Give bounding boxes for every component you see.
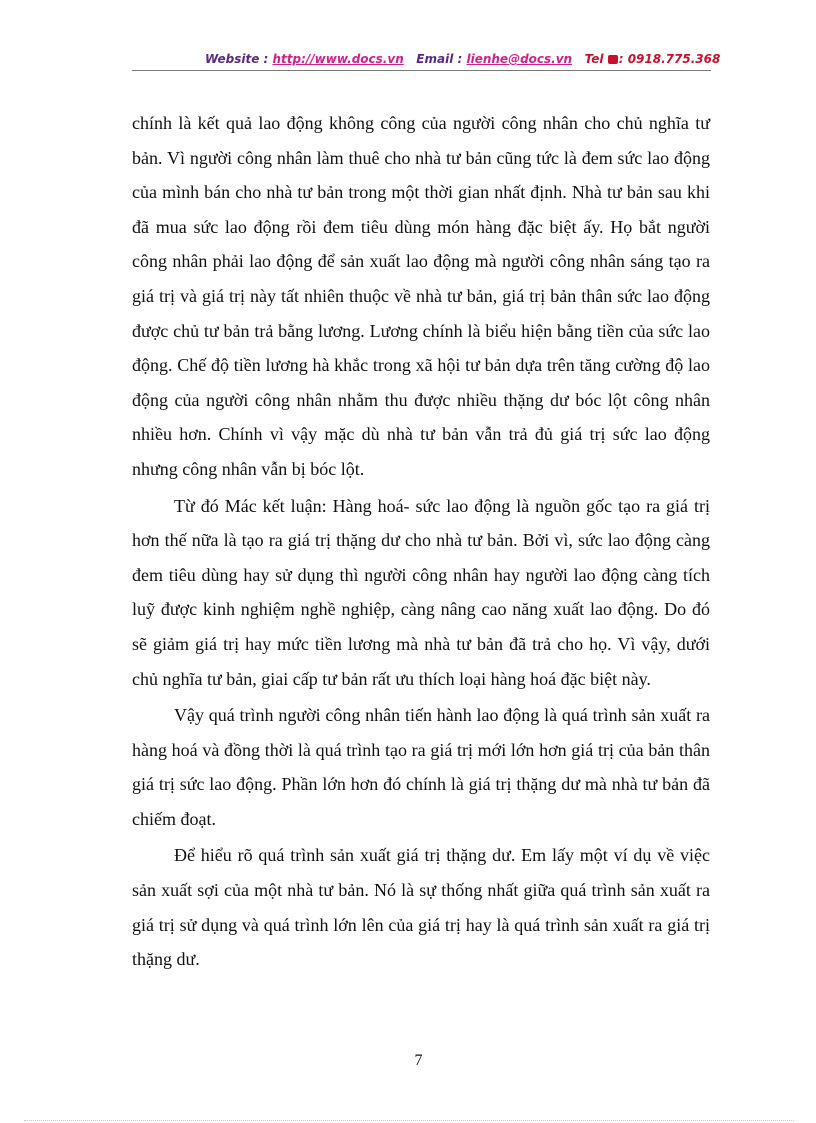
paragraph: chính là kết quả lao động không công của người công nhân cho chủ nghĩa tư bản. Vì người công nhân làm thuê cho nhà tư bản cũng tức là đem sức lao động của mình bán cho nhà tư bản trong một thời gian nhất định. Nhà tư bản sau khi đã mua sức lao động rồi đem tiêu dùng món hàng đặc biệt ấy. Họ bắt người công nhân phải lao động để sản xuất lao động mà người công nhân sáng tạo ra giá trị và giá trị này tất nhiên thuộc về nhà tư bản, giá trị bản thân sức lao động được chủ tư bản trả bằng lương. Lương chính là biểu hiện bằng tiền của sức lao động. Chế độ tiền lương hà khắc trong xã hội tư bản dựa trên tăng cường độ lao động của người công nhân nhằm thu được nhiều thặng dư bóc lột công nhân nhiều hơn. Chính vì vậy mặc dù nhà tư bản vẫn trả đủ giá trị sức lao động nhưng công nhân vẫn bị bóc lột. bbox=[132, 113, 710, 479]
paragraph: Vậy quá trình người công nhân tiến hành lao động là quá trình sản xuất ra hàng hoá và đồng thời là quá trình tạo ra giá trị mới lớn hơn giá trị của bản thân giá trị sức lao động. Phần lớn hơn đó chính là giá trị thặng dư mà nhà tư bản đã chiếm đoạt. bbox=[132, 705, 710, 829]
website-label: Website : bbox=[205, 52, 269, 66]
phone-icon bbox=[608, 55, 618, 64]
email-link[interactable]: lienhe@docs.vn bbox=[466, 52, 573, 66]
header-divider bbox=[132, 70, 711, 71]
page-number: 7 bbox=[414, 1052, 423, 1069]
footer-divider bbox=[24, 1120, 794, 1121]
email-label: Email : bbox=[416, 52, 463, 66]
website-link[interactable]: http://www.docs.vn bbox=[272, 52, 404, 66]
tel-label: Tel bbox=[584, 52, 604, 66]
paragraph: Từ đó Mác kết luận: Hàng hoá- sức lao động là nguồn gốc tạo ra giá trị hơn thế nữa là tạo ra giá trị thặng dư cho nhà tư bản. Bởi vì, sức lao động càng đem tiêu dùng hay sử dụng thì người công nhân hay người lao động càng tích luỹ được kinh nghiệm nghề nghiệp, càng nâng cao năng xuất lao động. Do đó sẽ giảm giá trị hay mức tiền lương mà nhà tư bản đã trả cho họ. Vì vậy, dưới chủ nghĩa tư bản, giai cấp tư bản rất ưu thích loại hàng hoá đặc biệt này. bbox=[132, 495, 710, 689]
page-header bbox=[205, 52, 721, 66]
phone-number: : 0918.775.368 bbox=[618, 52, 721, 66]
document-body bbox=[132, 106, 710, 977]
paragraph: Để hiểu rõ quá trình sản xuất giá trị thặng dư. Em lấy một ví dụ về việc sản xuất sợi của một nhà tư bản. Nó là sự thống nhất giữa quá trình sản xuất ra giá trị sử dụng và quá trình lớn lên của giá trị hay là quá trình sản xuất ra giá trị thặng dư. bbox=[132, 845, 710, 970]
